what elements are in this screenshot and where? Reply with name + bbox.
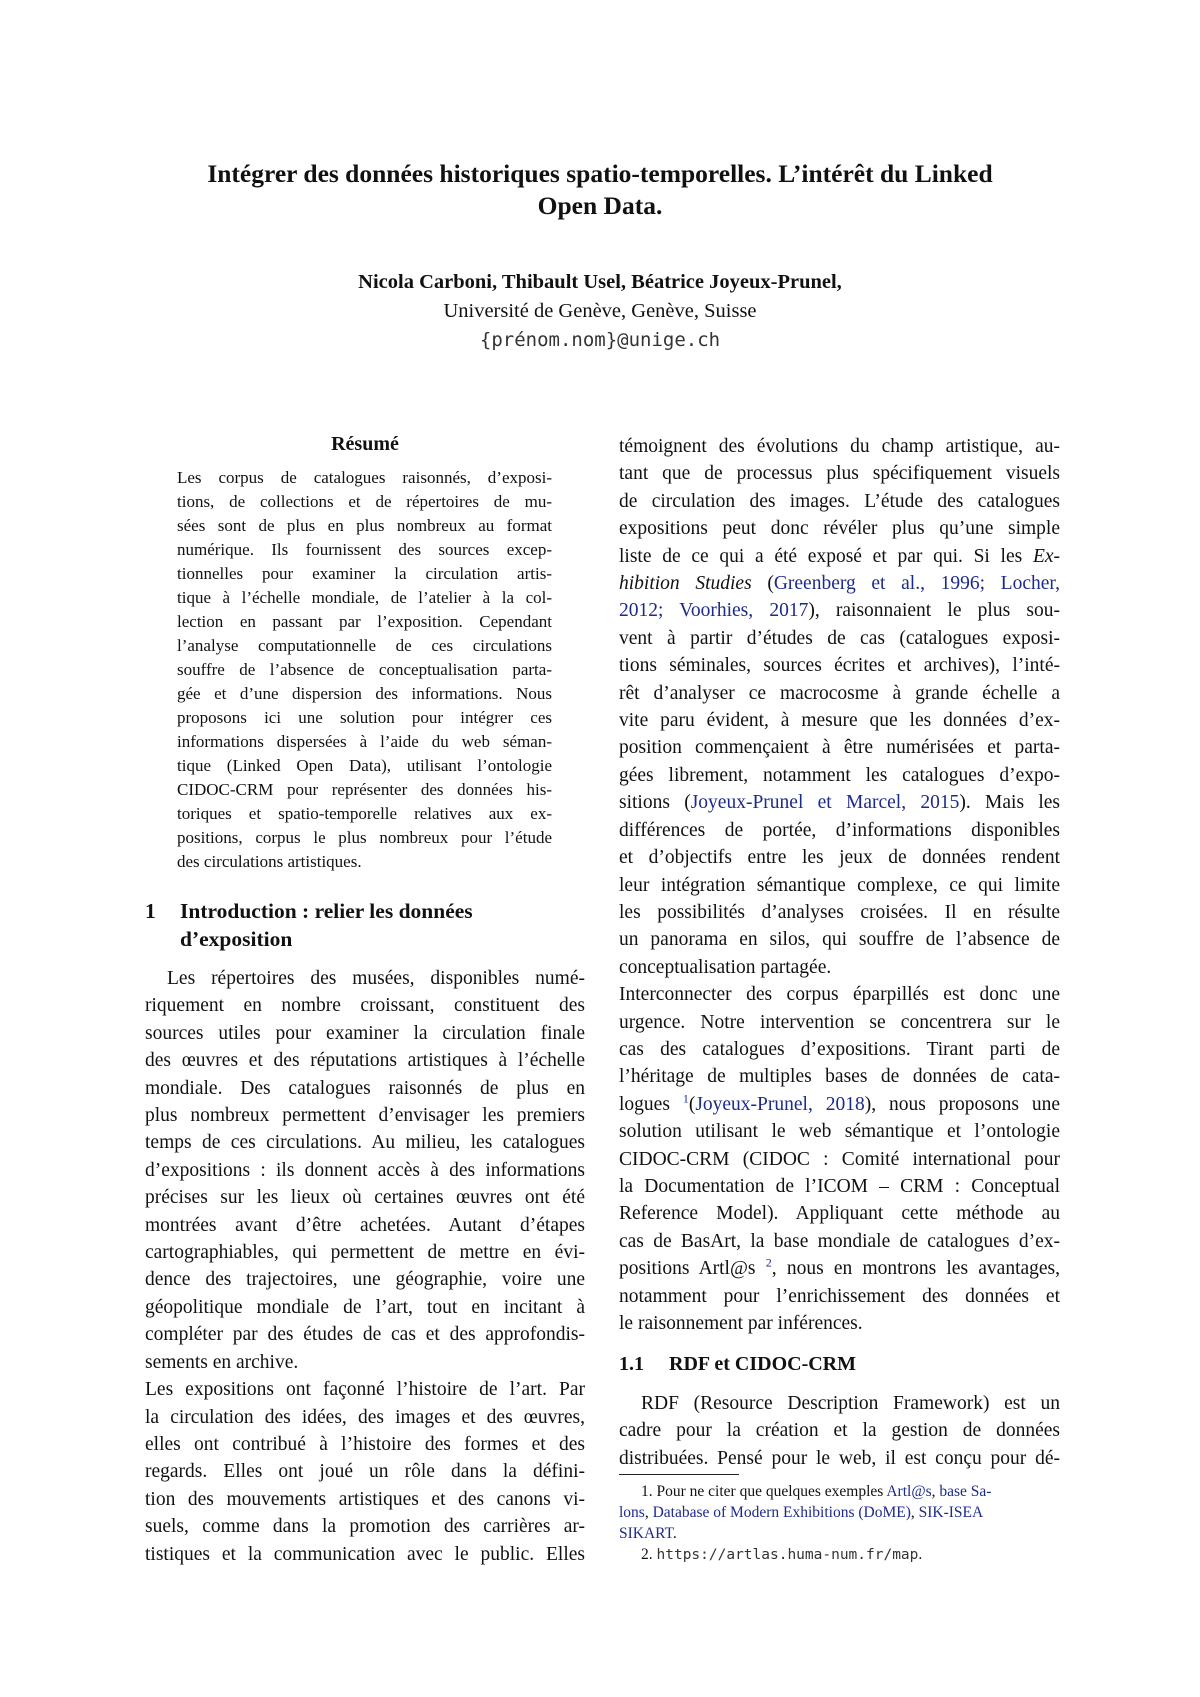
affiliation: Université de Genève, Genève, Suisse [443, 300, 757, 322]
body-line: cartographiables, qui permettent de mettre en évi- [145, 1242, 585, 1264]
abstract-line: des circulations artistiques. [177, 852, 362, 871]
body-line: CIDOC-CRM (CIDOC : Comité international pour [619, 1148, 1060, 1170]
footnote-url-link[interactable]: https://artlas.huma-num.fr/map [656, 1547, 919, 1563]
author-block [140, 268, 1060, 355]
text-run: , [644, 1504, 653, 1521]
text-run: ), nous proposons une [864, 1093, 1060, 1115]
body-line: géopolitique mondiale de l’art, tout en incitant à [145, 1296, 585, 1318]
body-line: vent à partir d’études de cas (catalogues exposi- [619, 627, 1060, 649]
footnote-link[interactable]: lons [619, 1504, 645, 1521]
author-email: {prénom.nom}@unige.ch [479, 329, 721, 351]
text-run: . [918, 1546, 923, 1563]
abstract-line: toriques et spatio-temporelle relatives aux ex- [177, 804, 552, 823]
abstract-line: gée et d’une dispersion des informations. Nous [177, 684, 552, 703]
body-line: elles ont contribué à l’histoire des formes et des [145, 1433, 585, 1455]
footnote-1-line [619, 1523, 1060, 1544]
body-line: Reference Model). Appliquant cette méthode au [619, 1203, 1060, 1225]
footnote-link[interactable]: Artl@s [886, 1483, 932, 1500]
footnote-1-line [619, 1481, 1060, 1502]
body-line: temps de ces circulations. Au milieu, les catalogues [145, 1132, 585, 1154]
footnote-marker[interactable]: 1 [682, 1091, 689, 1106]
body-line: tion des mouvements artistiques et des canons vi- [145, 1488, 585, 1510]
text-run: positions Artl@s [619, 1258, 766, 1280]
citation-link[interactable]: Joyeux-Prunel et Marcel, 2015 [690, 792, 960, 814]
body-line: cas de BasArt, la base mondiale de catalogues d’ex- [619, 1230, 1060, 1252]
abstract-line: tique à l’échelle mondiale, de l’atelier à la col- [177, 588, 552, 607]
abstract-line: tique (Linked Open Data), utilisant l’ontologie [177, 756, 552, 775]
body-line: compléter par des études de cas et des approfondis- [145, 1324, 585, 1346]
body-line: tions séminales, sources écrites et archives), l’inté- [619, 655, 1060, 677]
body-line: montrées avant d’être achetées. Autant d’étapes [145, 1214, 585, 1236]
body-line: le raisonnement par inférences. [619, 1313, 863, 1334]
text-run: , nous en montrons les avantages, [771, 1258, 1061, 1280]
body-line: tant que de processus plus spécifiquement visuels [619, 463, 1060, 485]
body-line: rêt d’analyser ce macrocosme à grande échelle a [619, 682, 1060, 704]
title-line: Open Data. [537, 191, 663, 220]
text-run: sitions ( [619, 792, 691, 814]
body-line: solution utilisant le web sémantique et l’ontologie [619, 1121, 1060, 1143]
citation-link[interactable]: Greenberg et al., 1996; Locher, [773, 573, 1060, 595]
subsection-title: RDF et CIDOC-CRM [669, 1353, 856, 1375]
text-run: . [672, 1525, 677, 1542]
body-line: la Documentation de l’ICOM – CRM : Conceptual [619, 1175, 1060, 1197]
footnote-rule [619, 1474, 739, 1475]
body-line: notamment pour l’enrichissement des données et [619, 1285, 1060, 1307]
abstract-line: informations dispersées à l’aide du web séman- [177, 732, 552, 751]
body-line: suels, comme dans la promotion des carrières ar- [145, 1516, 585, 1538]
body-line: RDF (Resource Description Framework) est un [641, 1393, 1060, 1414]
body-line: position commençaient à être numérisées et parta- [619, 737, 1060, 759]
abstract-heading: Résumé [331, 433, 399, 455]
footnote-marker[interactable]: 2 [765, 1255, 772, 1270]
body-line: différences de portée, d’informations disponibles [619, 819, 1060, 841]
body-line: cas des catalogues d’expositions. Tirant parti de [619, 1038, 1060, 1060]
abstract-line: lection en passant par l’exposition. Cependant [177, 612, 552, 631]
body-line [619, 1091, 1060, 1118]
text-run: logues [619, 1093, 683, 1115]
body-line: sources utiles pour examiner la circulation finale [145, 1022, 585, 1044]
text-run: liste de ce qui a été exposé et par qui. Si les [619, 545, 1033, 567]
section-number: 1 [145, 899, 156, 923]
text-run: , [910, 1504, 919, 1521]
body-line: de circulation des images. L’étude des catalogues [619, 490, 1060, 512]
abstract-line: l’analyse computationnelle de ces circulations [177, 636, 552, 655]
abstract-line: numérique. Ils fournissent des sources excep- [177, 540, 552, 559]
paper-title [140, 158, 1060, 222]
body-line: Les expositions ont façonné l’histoire de l’art. Par [145, 1379, 585, 1401]
section-title-line: d’exposition [180, 927, 293, 951]
abstract-line: positions, corpus le plus nombreux pour l’étude [177, 828, 552, 847]
body-line: d’expositions : ils donnent accès à des informations [145, 1159, 585, 1181]
body-line: dence des trajectoires, une géographie, voire une [145, 1269, 585, 1291]
body-line: Interconnecter des corpus éparpillés est donc une [619, 984, 1060, 1006]
body-line: riquement en nombre croissant, constituent des [145, 995, 585, 1017]
subsection-number: 1.1 [619, 1353, 644, 1375]
citation-link[interactable]: 2012; Voorhies, 2017 [619, 600, 809, 622]
abstract-line: CIDOC-CRM pour représenter des données his- [177, 780, 552, 799]
body-line [619, 1255, 1060, 1282]
text-run: ). Mais les [959, 792, 1060, 814]
body-line: la circulation des idées, des images et des œuvres, [145, 1406, 585, 1428]
body-line: distribuées. Pensé pour le web, il est conçu pour dé- [619, 1447, 1060, 1469]
body-line: gées librement, notamment les catalogues d’expo- [619, 764, 1060, 786]
footnote-link[interactable]: base Sa- [939, 1483, 992, 1500]
body-line: mondiale. Des catalogues raisonnés de plus en [145, 1077, 585, 1099]
body-line: vite paru évident, à mesure que les données d’ex- [619, 710, 1060, 732]
title-line: Intégrer des données historiques spatio-temporelles. L’intérêt du Linked [207, 159, 993, 188]
body-line: sements en archive. [145, 1351, 299, 1373]
right-column-body [619, 433, 1060, 1337]
body-line [619, 597, 1060, 624]
body-line: précises sur les lieux où certaines œuvres ont été [145, 1187, 585, 1209]
italic-run: hibition Studies [619, 573, 752, 595]
section-title-line: Introduction : relier les données [180, 899, 473, 923]
body-line: un panorama en silos, qui souffre de l’absence de [619, 929, 1060, 951]
body-line: les possibilités d’analyses croisées. Il en résulte [619, 901, 1060, 923]
body-line: l’héritage de multiples bases de données de cata- [619, 1066, 1060, 1088]
body-line: leur intégration sémantique complexe, ce qui limite [619, 874, 1060, 896]
body-line: témoignent des évolutions du champ artistique, au- [619, 436, 1060, 457]
body-line: Les répertoires des musées, disponibles numé- [167, 968, 585, 989]
body-line: et d’objectifs entre les jeux de données rendent [619, 847, 1060, 869]
text-run: Pour ne citer que quelques exemples [652, 1483, 887, 1500]
body-line: expositions peut donc révéler plus qu’une simple [619, 518, 1060, 540]
footnote-number: 2. [641, 1546, 653, 1563]
body-line: urgence. Notre intervention se concentrera sur le [619, 1011, 1060, 1033]
body-line: conceptualisation partagée. [619, 956, 832, 978]
abstract-line: proposons ici une solution pour intégrer ces [177, 708, 552, 727]
citation-link[interactable]: Joyeux-Prunel, 2018 [695, 1093, 865, 1115]
text-run: , [931, 1483, 940, 1500]
abstract-line: Les corpus de catalogues raisonnés, d’exposi- [177, 468, 552, 487]
italic-run: Ex- [1032, 545, 1060, 567]
abstract-line: tions, de collections et de répertoires de mu- [177, 492, 552, 511]
body-line [619, 789, 1060, 816]
abstract-body [177, 466, 552, 874]
footnote-link[interactable]: SIKART [619, 1525, 673, 1542]
body-line: des œuvres et des réputations artistiques à l’échelle [145, 1050, 585, 1072]
body-line [619, 543, 1060, 570]
body-line: plus nombreux permettent d’envisager les premiers [145, 1105, 585, 1127]
text-run: ), raisonnaient le plus sou- [808, 600, 1060, 622]
footnote-1-line [619, 1502, 1060, 1523]
body-line: cadre pour la création et la gestion de données [619, 1420, 1060, 1442]
abstract-line: sées sont de plus en plus nombreux au format [177, 516, 552, 535]
footnote-link[interactable]: SIK-ISEA [918, 1504, 984, 1521]
footnote-2-line [619, 1544, 1060, 1566]
abstract-line: souffre de l’absence de conceptualisation parta- [177, 660, 552, 679]
text-run: ( [688, 1093, 696, 1115]
footnote-number: 1. [641, 1483, 653, 1500]
subsection-body [619, 1390, 1060, 1472]
left-column-body [145, 965, 585, 1568]
body-line [619, 570, 1060, 597]
footnotes [619, 1481, 1060, 1566]
subsection-heading [619, 1353, 856, 1376]
abstract-line: tionnelles pour examiner la circulation artis- [177, 564, 552, 583]
text-run: ( [751, 573, 774, 595]
footnote-link[interactable]: Database of Modern Exhibitions (DoME) [652, 1504, 911, 1521]
body-line: regards. Elles ont joué un rôle dans la défini- [145, 1461, 585, 1483]
body-line: tistiques et la communication avec le public. Elles [145, 1543, 585, 1565]
author-names: Nicola Carboni, Thibault Usel, Béatrice Joyeux-Prunel, [358, 271, 842, 293]
